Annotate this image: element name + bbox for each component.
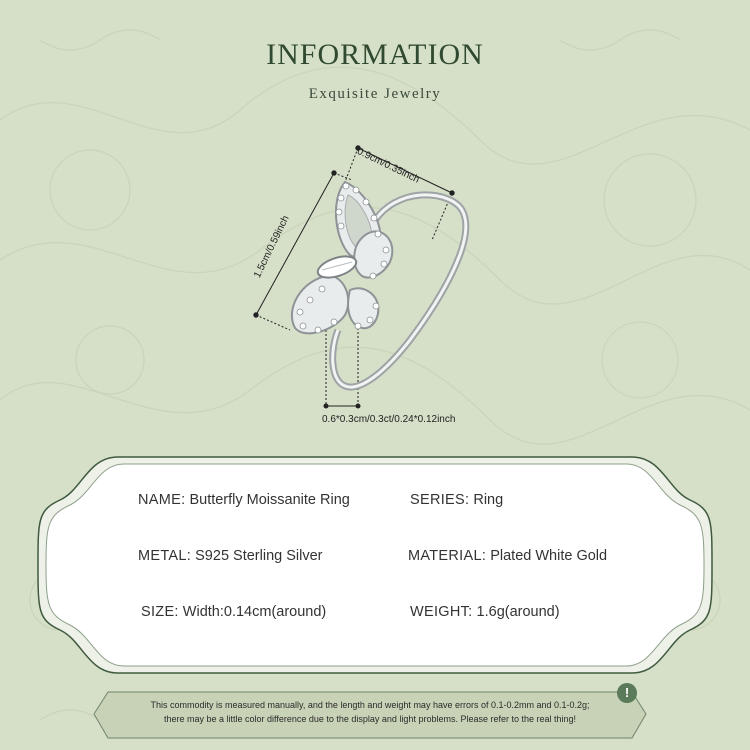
spec-metal: [138, 548, 322, 564]
spec-weight-label: WEIGHT:: [410, 604, 473, 620]
page-title: INFORMATION: [266, 38, 484, 71]
spec-size-value: Width:0.14cm(around): [182, 604, 327, 620]
notice-line-1: This commodity is measured manually, and the length and weight may have errors of 0.1-0.2mm and 0.1-0.2g;: [150, 700, 590, 710]
page-subtitle: Exquisite Jewelry: [308, 86, 442, 102]
spec-series-value: Ring: [473, 492, 504, 508]
spec-size: [141, 604, 326, 620]
spec-series: [410, 492, 503, 508]
spec-material-label: MATERIAL:: [408, 548, 487, 564]
spec-metal-value: S925 Sterling Silver: [195, 548, 323, 564]
spec-metal-label: METAL:: [138, 548, 192, 564]
info-card: [0, 450, 750, 680]
spec-material-value: Plated White Gold: [490, 548, 608, 564]
spec-name-label: NAME:: [138, 492, 186, 508]
spec-weight: [410, 604, 560, 620]
spec-weight-value: 1.6g(around): [476, 604, 560, 620]
spec-material: [408, 548, 607, 564]
spec-series-label: SERIES:: [410, 492, 470, 508]
spec-size-label: SIZE:: [141, 604, 179, 620]
spec-name: [138, 492, 350, 508]
spec-name-value: Butterfly Moissanite Ring: [189, 492, 350, 508]
stone-dimension-label: 0.6*0.3cm/0.3ct/0.24*0.12inch: [322, 414, 456, 425]
height-dimension-label: 1.5cm/0.59inch: [252, 214, 292, 280]
notice-line-2: there may be a little color difference due to the display and light problems. Please refer to the real thing!: [163, 714, 577, 724]
butterfly-ring-image: [230, 120, 520, 440]
width-dimension-label: 0.9cm/0.35inch: [355, 146, 421, 186]
notice-text: [100, 698, 640, 726]
alert-icon: !: [617, 683, 637, 703]
